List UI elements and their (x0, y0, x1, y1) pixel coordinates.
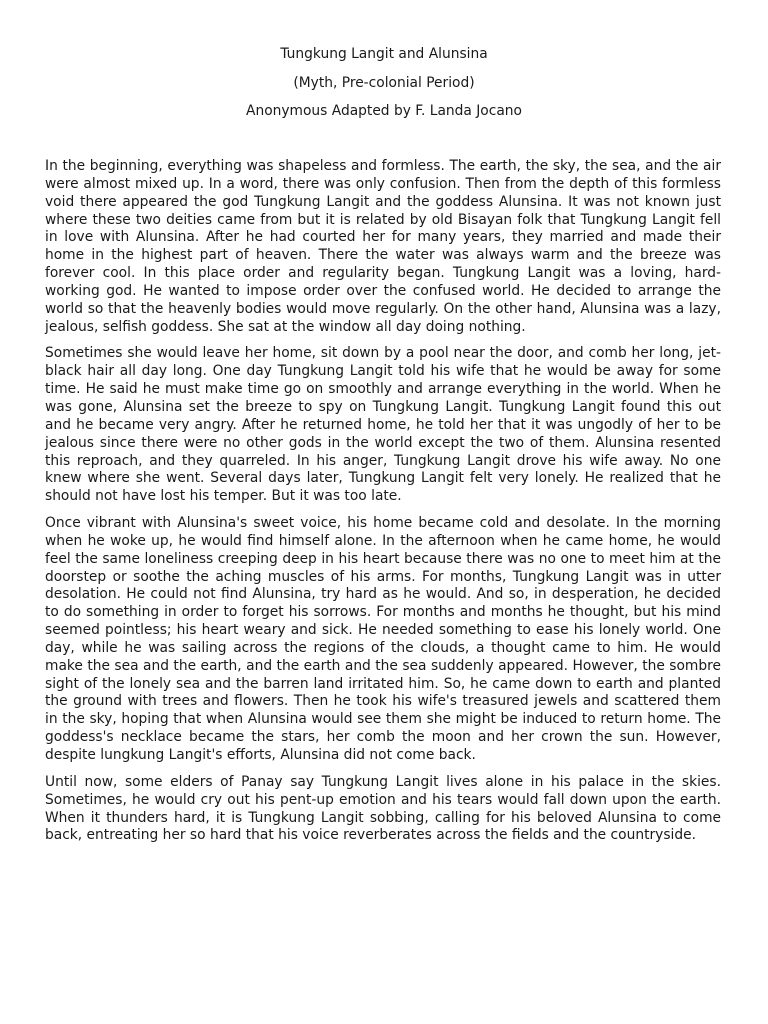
document-body (45, 158, 721, 854)
document-author: Anonymous Adapted by F. Landa Jocano (246, 103, 522, 119)
document-subtitle: (Myth, Pre-colonial Period) (293, 75, 475, 91)
paragraph: Until now, some elders of Panay say Tungkung Langit lives alone in his palace in the skies. Sometimes, he would cry out his pent-up emotion and his tears would fall down upon the earth. When it thunders hard, it is Tungkung Langit sobbing, calling for his beloved Alunsina to come back, entreating her so hard that his voice reverberates across the fields and the countryside. (45, 773, 721, 844)
paragraph: Sometimes she would leave her home, sit down by a pool near the door, and comb her long, jet-black hair all day long. One day Tungkung Langit told his wife that he would be away for some time. He said he must make time go on smoothly and arrange everything in the world. When he was gone, Alunsina set the breeze to spy on Tungkung Langit. Tungkung Langit found this out and he became very angry. After he returned home, he told her that it was ungodly of her to be jealous since there were no other gods in the world except the two of them. Alunsina resented this reproach, and they quarreled. In his anger, Tungkung Langit drove his wife away. No one knew where she went. Several days later, Tungkung Langit felt very lonely. He realized that he should not have lost his temper. But it was too late. (45, 345, 721, 505)
document-title: Tungkung Langit and Alunsina (280, 46, 488, 62)
paragraph: Once vibrant with Alunsina's sweet voice, his home became cold and desolate. In the morning when he woke up, he would find himself alone. In the afternoon when he came home, he would feel the same loneliness creeping deep in his heart because there was no one to meet him at the doorstep or soothe the aching muscles of his arms. For months, Tungkung Langit was in utter desolation. He could not find Alunsina, try hard as he would. And so, in desperation, he decided to do something in order to forget his sorrows. For months and months he thought, but his mind seemed pointless; his heart weary and sick. He needed something to ease his lonely world. One day, while he was sailing across the regions of the clouds, a thought came to him. He would make the sea and the earth, and the earth and the sea suddenly appeared. However, the sombre sight of the lonely sea and the barren land irritated him. So, he came down to earth and planted the ground with trees and flowers. Then he took his wife's treasured jewels and scattered them in the sky, hoping that when Alunsina would see them she might be induced to return home. The goddess's necklace became the stars, her comb the moon and her crown the sun. However, despite lungkung Langit's efforts, Alunsina did not come back. (45, 515, 721, 763)
paragraph: In the beginning, everything was shapeless and formless. The earth, the sky, the sea, and the air were almost mixed up. In a word, there was only confusion. Then from the depth of this formless void there appeared the god Tungkung Langit and the goddess Alunsina. It was not known just where these two deities came from but it is related by old Bisayan folk that Tungkung Langit fell in love with Alunsina. After he had courted her for many years, they married and made their home in the highest part of heaven. There the water was always warm and the breeze was forever cool. In this place order and regularity began. Tungkung Langit was a loving, hard-working god. He wanted to impose order over the confused world. He decided to arrange the world so that the heavenly bodies would move regularly. On the other hand, Alunsina was a lazy, jealous, selfish goddess. She sat at the window all day doing nothing. (45, 158, 721, 335)
